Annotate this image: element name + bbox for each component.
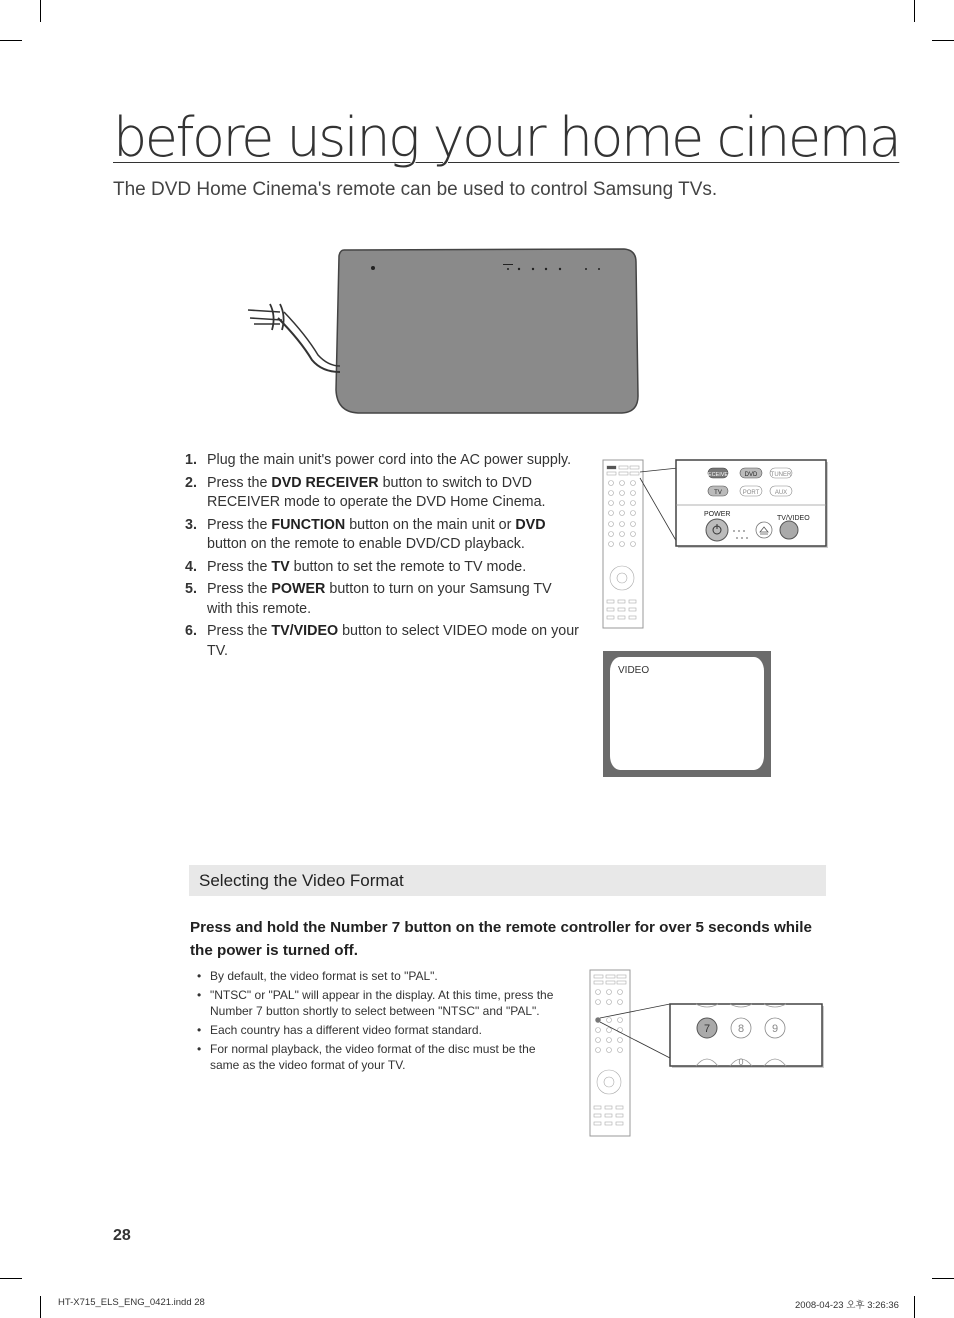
crop-mark — [914, 0, 915, 22]
crop-mark — [0, 1278, 22, 1279]
bullet-item: • For normal playback, the video format of the disc must be the same as the video format of your TV. — [197, 1041, 567, 1073]
section-heading-bar — [189, 865, 826, 896]
instruction-steps — [185, 451, 580, 664]
step-item: 1. Plug the main unit's power cord into the AC power supply. — [185, 452, 572, 468]
crop-mark — [40, 0, 41, 22]
crop-mark — [0, 40, 22, 41]
aux-key-label: AUX — [774, 490, 788, 496]
remote-zoom-top-illustration — [600, 458, 832, 630]
key-8-label: 8 — [737, 1023, 745, 1035]
tuner-key-label: TUNER — [770, 472, 792, 478]
section-heading: Selecting the Video Format — [199, 871, 404, 890]
dvd-receiver-key-label: RECEIVER — [703, 472, 733, 478]
bullet-item: • By default, the video format is set to "PAL". — [197, 968, 567, 984]
tv-screen-label: VIDEO — [618, 665, 650, 676]
bullet-item: • "NTSC" or "PAL" will appear in the display. At this time, press the Number 7 button shortly to select between "NTSC" and "PAL". — [197, 987, 567, 1019]
page-number: 28 — [113, 1227, 131, 1244]
step-item: 4. Press the TV button to set the remote to TV mode. — [185, 558, 527, 575]
dvd-key-label: DVD — [744, 472, 758, 478]
key-9-label: 9 — [771, 1023, 779, 1035]
section-lead: Press and hold the Number 7 button on the remote controller for over 5 seconds while the power is turned off. — [190, 919, 812, 959]
step-item: 5. Press the POWER button to turn on your Samsung TV with this remote. — [185, 581, 552, 617]
crop-mark — [914, 1296, 915, 1318]
step-item: 6. Press the TV/VIDEO button to select VIDEO mode on your TV. — [185, 623, 579, 659]
tv-screen-illustration — [603, 651, 771, 777]
bullet-item: • Each country has a different video format standard. — [197, 1022, 567, 1038]
crop-mark — [932, 40, 954, 41]
tv-video-key-label: TV/VIDEO — [777, 515, 810, 522]
footer-timestamp: 2008-04-23 오후 3:26:36 — [795, 1300, 899, 1311]
step-item: 2. Press the DVD RECEIVER button to switch to DVD RECEIVER mode to operate the DVD Home Cinema. — [185, 474, 546, 510]
key-7-label: 7 — [703, 1023, 711, 1035]
port-key-label: PORT — [742, 490, 760, 496]
page-title: before using your home cinema — [113, 106, 900, 169]
page-subtitle: The DVD Home Cinema's remote can be used to control Samsung TVs. — [113, 179, 718, 200]
tv-key-label: TV — [714, 490, 722, 496]
power-key-label: POWER — [704, 511, 731, 518]
crop-mark — [932, 1278, 954, 1279]
footer-file-name: HT-X715_ELS_ENG_0421.indd 28 — [58, 1297, 205, 1308]
crop-mark — [40, 1296, 41, 1318]
remote-zoom-bottom-illustration — [586, 968, 826, 1138]
section-bullets — [197, 968, 567, 1076]
main-unit-illustration — [240, 240, 650, 420]
key-0-label: 0 — [738, 1057, 744, 1067]
step-item: 3. Press the FUNCTION button on the main unit or DVD button on the remote to enable DVD/CD playback. — [185, 516, 546, 552]
tv-screen-display — [610, 657, 764, 770]
